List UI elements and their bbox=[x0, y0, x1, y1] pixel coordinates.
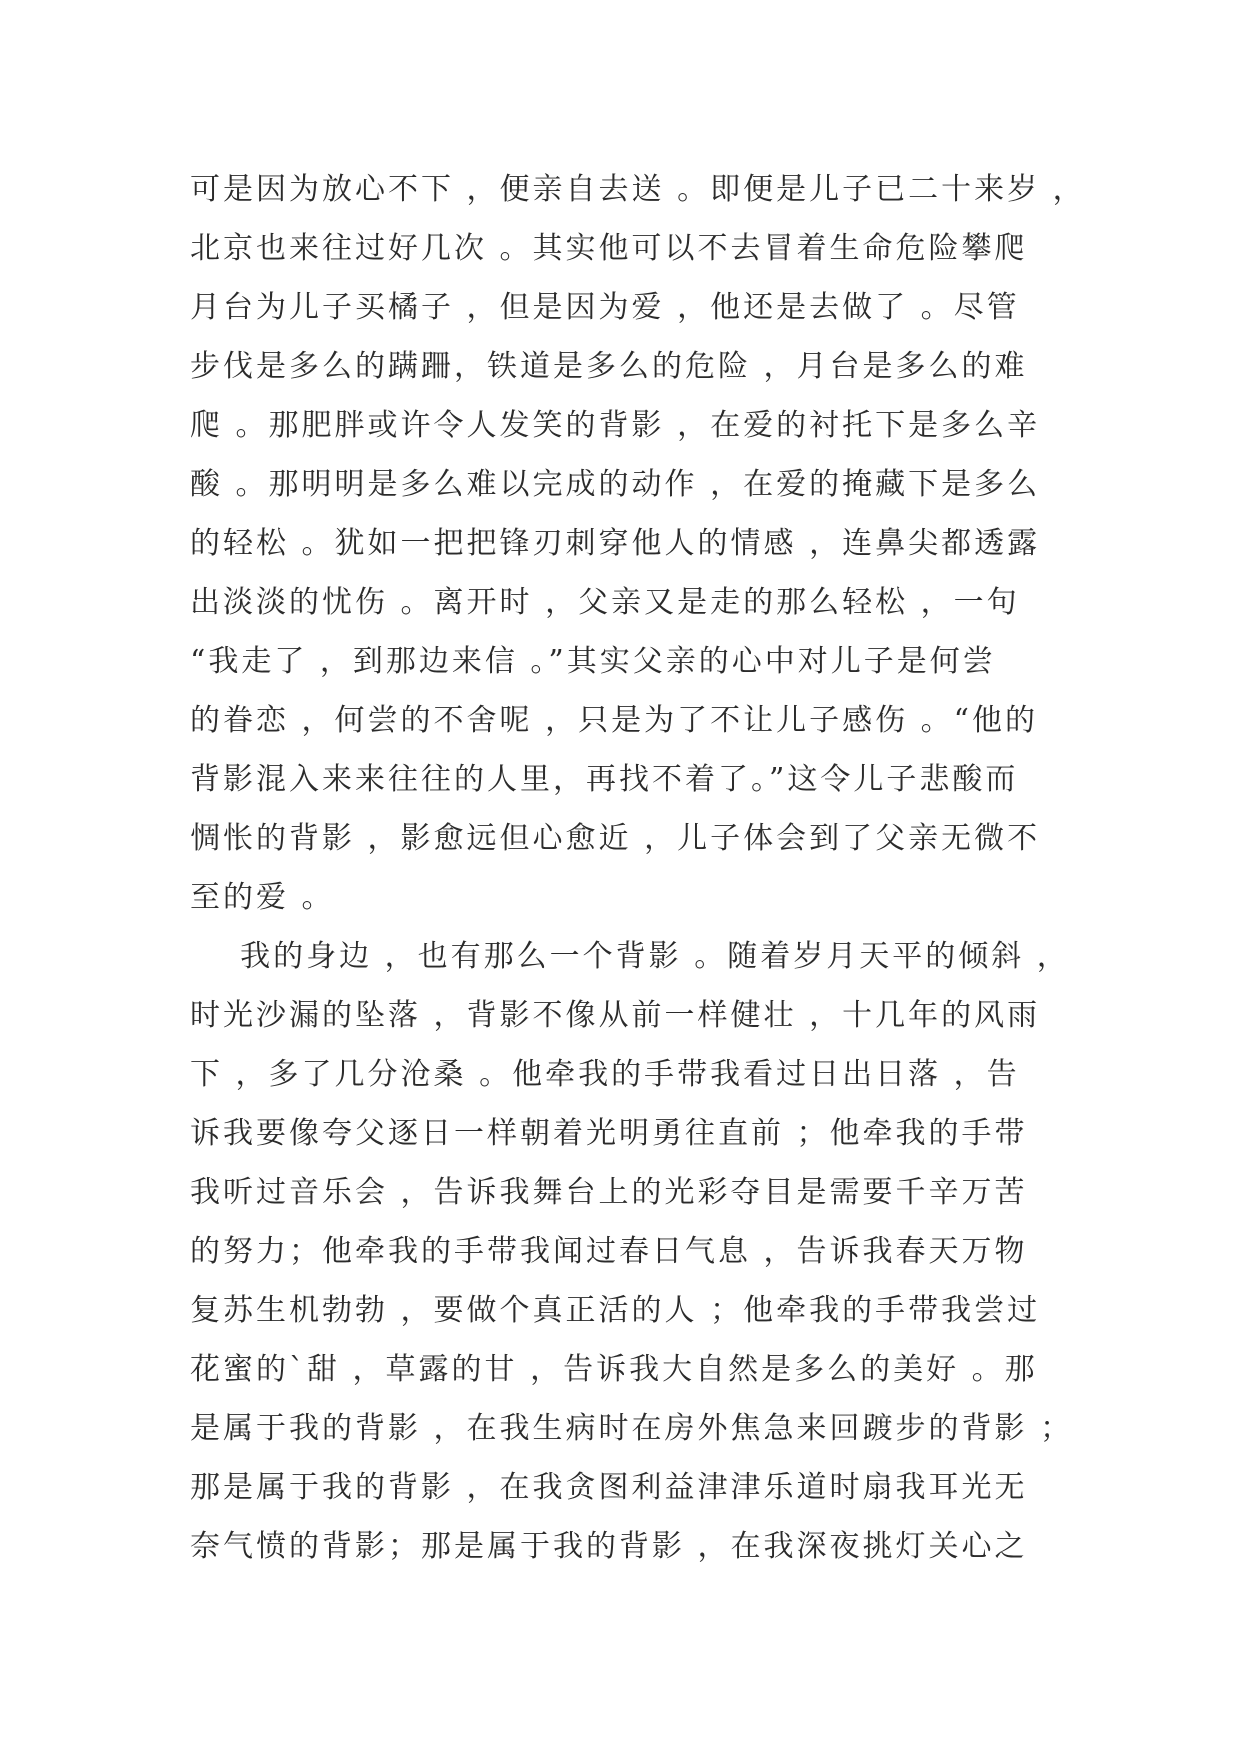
text-line-4: 步伐是多么的蹒跚，铁道是多么的危险 ，月台是多么的难 bbox=[190, 349, 1028, 384]
text-line-19: 的努力；他牵我的手带我闻过春日气息 ，告诉我春天万物 bbox=[190, 1234, 1028, 1269]
text-line-10: 的眷恋 ，何尝的不舍呢 ，只是为了不让儿子感伤 。“他的 bbox=[190, 703, 1038, 738]
text-line-2: 北京也来往过好几次 。其实他可以不去冒着生命危险攀爬 bbox=[190, 231, 1028, 266]
text-line-12: 惆怅的背影 ，影愈远但心愈近 ，儿子体会到了父亲无微不 bbox=[190, 821, 1041, 856]
text-line-9: “我走了 ，到那边来信 。”其实父亲的心中对儿子是何尝 bbox=[190, 644, 996, 679]
text-line-21: 花蜜的`甜 ，草露的甘 ，告诉我大自然是多么的美好 。那 bbox=[190, 1352, 1038, 1387]
text-line-6: 酸 。那明明是多么难以完成的动作 ，在爱的掩藏下是多么 bbox=[190, 467, 1041, 502]
text-line-1: 可是因为放心不下 ，便亲自去送 。即便是儿子已二十来岁 ， bbox=[190, 172, 1086, 207]
body-text bbox=[190, 160, 1090, 1576]
text-line-15: 时光沙漏的坠落 ，背影不像从前一样健壮 ，十几年的风雨 bbox=[190, 998, 1041, 1033]
text-line-13: 至的爱 。 bbox=[190, 880, 335, 915]
text-line-24: 奈气愤的背影；那是属于我的背影 ，在我深夜挑灯关心之 bbox=[190, 1529, 1028, 1564]
text-line-18: 我听过音乐会 ，告诉我舞台上的光彩夺目是需要千辛万苦 bbox=[190, 1175, 1028, 1210]
text-line-23: 那是属于我的背影 ，在我贪图利益津津乐道时扇我耳光无 bbox=[190, 1470, 1028, 1505]
text-line-22: 是属于我的背影 ，在我生病时在房外焦急来回踱步的背影 ； bbox=[190, 1411, 1074, 1446]
text-line-5: 爬 。那肥胖或许令人发笑的背影 ，在爱的衬托下是多么辛 bbox=[190, 408, 1041, 443]
text-line-14: 我的身边 ，也有那么一个背影 。随着岁月天平的倾斜 ， bbox=[190, 939, 1070, 974]
text-line-3: 月台为儿子买橘子 ，但是因为爱 ，他还是去做了 。尽管 bbox=[190, 290, 1020, 325]
text-line-17: 诉我要像夸父逐日一样朝着光明勇往直前 ；他牵我的手带 bbox=[190, 1116, 1028, 1151]
text-line-16: 下 ，多了几分沧桑 。他牵我的手带我看过日出日落 ，告 bbox=[190, 1057, 1020, 1092]
text-line-20: 复苏生机勃勃 ，要做个真正活的人 ；他牵我的手带我尝过 bbox=[190, 1293, 1041, 1328]
text-line-7: 的轻松 。犹如一把把锋刃刺穿他人的情感 ，连鼻尖都透露 bbox=[190, 526, 1041, 561]
text-line-8: 出淡淡的忧伤 。离开时 ，父亲又是走的那么轻松 ，一句 bbox=[190, 585, 1020, 620]
text-line-11: 背影混入来来往往的人里，再找不着了。”这令儿子悲酸而 bbox=[190, 762, 1019, 797]
